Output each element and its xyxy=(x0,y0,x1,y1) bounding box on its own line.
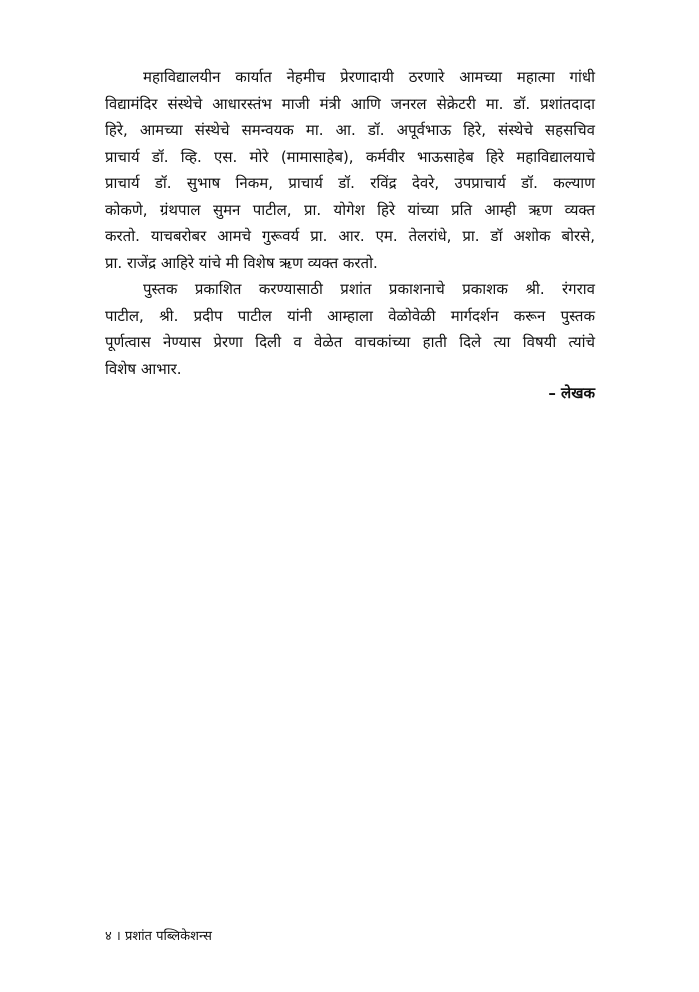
text-line: करतो. याचबरोबर आमचे गुरूवर्य प्रा. आर. एम. तेलरांधे, प्रा. डॉ अशोक बोरसे, xyxy=(105,227,595,245)
text-line: विशेष आभार. xyxy=(105,359,182,378)
text-line: पूर्णत्वास नेण्यास प्रेरणा दिली व वेळेत वाचकांच्या हाती दिले त्या विषयी त्यांचे xyxy=(105,333,595,351)
paragraph-acknowledgement-1 xyxy=(105,64,595,276)
text-line: प्राचार्य डॉ. व्हि. एस. मोरे (मामासाहेब), कर्मवीर भाऊसाहेब हिरे महाविद्यालयाचे xyxy=(105,147,595,166)
text-line: हिरे, आमच्या संस्थेचे समन्वयक मा. आ. डॉ. अपूर्वभाऊ हिरे, संस्थेचे सहसचिव xyxy=(105,121,595,139)
page-footer: ४ । प्रशांत पब्लिकेशन्स xyxy=(105,929,212,944)
text-line: महाविद्यालयीन कार्यात नेहमीच प्रेरणादायी ठरणारे आमच्या महात्मा गांधी xyxy=(143,68,595,86)
text-line: पाटील, श्री. प्रदीप पाटील यांनी आम्हाला वेळोवेळी मार्गदर्शन करून पुस्तक xyxy=(105,306,595,325)
paragraph-acknowledgement-2 xyxy=(105,276,595,382)
author-signature: – लेखक xyxy=(548,384,595,402)
text-line: प्राचार्य डॉ. सुभाष निकम, प्राचार्य डॉ. रविंद्र देवरे, उपप्राचार्य डॉ. कल्याण xyxy=(105,174,595,192)
text-line: विद्यामंदिर संस्थेचे आधारस्तंभ माजी मंत्री आणि जनरल सेक्रेटरी मा. डॉ. प्रशांतदादा xyxy=(105,94,595,113)
text-line: प्रा. राजेंद्र आहिरे यांचे मी विशेष ऋण व्यक्त करतो. xyxy=(105,253,378,272)
body-text xyxy=(105,64,595,382)
text-line: पुस्तक प्रकाशित करण्यासाठी प्रशांत प्रकाशनाचे प्रकाशक श्री. रंगराव xyxy=(143,280,595,298)
text-line: कोकणे, ग्रंथपाल सुमन पाटील, प्रा. योगेश हिरे यांच्या प्रति आम्ही ऋण व्यक्त xyxy=(105,200,595,219)
